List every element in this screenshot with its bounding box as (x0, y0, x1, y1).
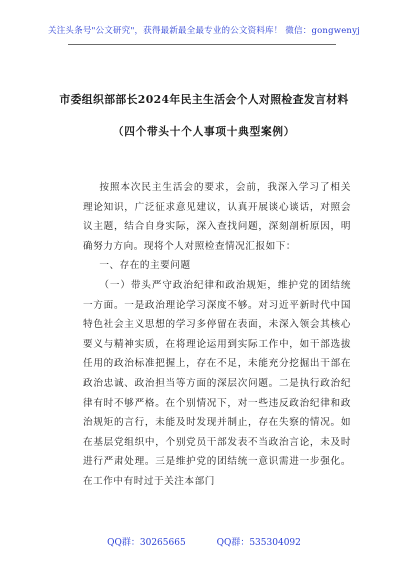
header-promo-note: 关注头条号"公文研究"，获得最新最全最专业的公文资料库！ 微信：gongwenyj (48, 26, 360, 36)
header-divider (68, 44, 336, 45)
section-heading: 一、存在的主要问题 (99, 260, 191, 272)
footer-qq-group-2: QQ群：535304092 (216, 538, 301, 548)
document-body (83, 178, 351, 492)
paragraph-section-1: （一）带头严守政治纪律和政治规矩，维护党的团结统一方面。一是政治理论学习深度不够。对习近平新时代中国特色社会主义思想的学习多停留在表面，未深入领会其核心要义与精神实质，在将理论运用到实际工作中，如干部选拔任用的政治标准把握上，存在不足，未能充分挖掘出干部在政治忠诚、政治担当等方面的深层次问题。二是执行政治纪律有时不够严格。在个别情况下，对一些违反政治纪律和政治规矩的言行，未能及时发现并制止，存在失察的情况。如在基层党组织中，个别党员干部发表不当政治言论，未及时进行严肃处理。三是维护党的团结统一意识需进一步强化。在工作中有时过于关注本部门 (83, 279, 351, 487)
paragraph-intro: 按照本次民主生活会的要求，会前，我深入学习了相关理论知识，广泛征求意见建议，认真开展谈心谈话，对照会议主题，结合自身实际，深入查找问题，深刻剖析原因，明确努力方向。现将个人对照检查情况汇报如下： (83, 182, 351, 252)
footer-contact (0, 535, 408, 548)
footer-qq-group-1: QQ群：30265665 (107, 538, 186, 548)
document-subtitle: （四个带头十个人事项十典型案例） (112, 126, 296, 138)
document-title: 市委组织部部长2024年民主生活会个人对照检查发言材料 (59, 93, 349, 106)
